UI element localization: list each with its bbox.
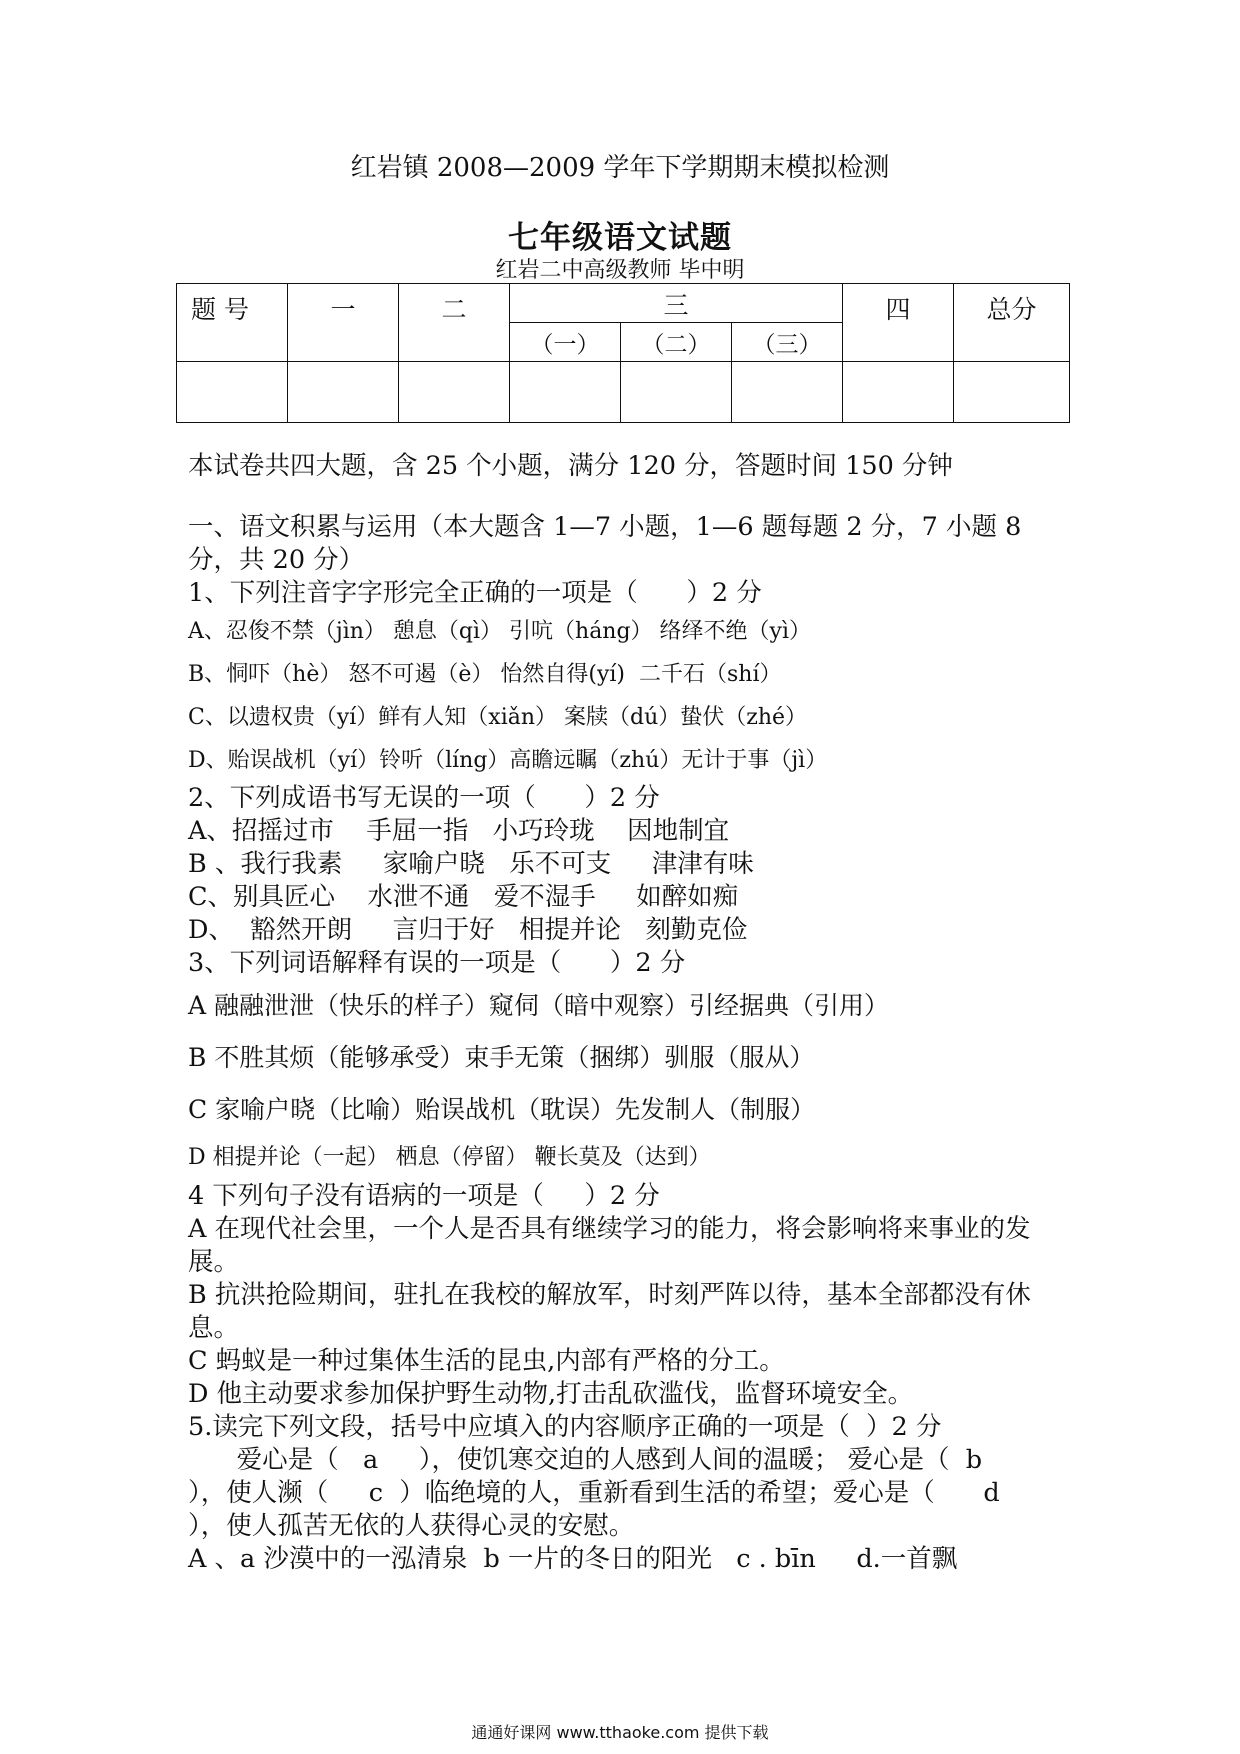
score-total: 总分 xyxy=(954,284,1070,362)
q3-option-c: C 家喻户晓（比喻）贻误战机（耽误）先发制人（制服） xyxy=(188,1095,816,1124)
score-col-3: 三 xyxy=(510,284,843,323)
q1-stem: 1、下列注音字字形完全正确的一项是（ ）2 分 xyxy=(188,578,762,608)
q2-option-b: B 、我行我素 家喻户晓 乐不可支 津津有味 xyxy=(188,849,754,879)
q1-option-d: D、贻误战机（yí）铃听（líng）高瞻远瞩（zhú）无计于事（jì） xyxy=(188,748,828,773)
author-line: 红岩二中高级教师 毕中明 xyxy=(495,258,745,283)
score-col-2: 二 xyxy=(399,284,510,362)
score-sub-3: （三） xyxy=(732,323,843,362)
page-title: 七年级语文试题 xyxy=(508,220,732,256)
page-footer: 通通好课网 www.tthaoke.com 提供下载 xyxy=(471,1723,769,1742)
q1-option-a: A、忍俊不禁（jìn） 憩息（qì） 引吭（háng） 络绎不绝（yì） xyxy=(188,619,812,644)
q3-option-a: A 融融泄泄（快乐的样子）窥伺（暗中观察）引经据典（引用） xyxy=(188,991,890,1020)
score-cell-total xyxy=(954,362,1070,423)
score-cell-label xyxy=(177,362,288,423)
q1-option-c: C、以遗权贵（yí）鲜有人知（xiǎn） 案牍（dú）蛰伏（zhé） xyxy=(188,705,808,730)
score-col-4: 四 xyxy=(843,284,954,362)
q1-option-b: B、恫吓（hè） 怒不可遏（è） 怡然自得(yí) 二千石（shí） xyxy=(188,662,782,687)
q3-stem: 3、下列词语解释有误的一项是（ ）2 分 xyxy=(188,948,686,978)
score-cell-3-2 xyxy=(621,362,732,423)
exam-header: 红岩镇 2008—2009 学年下学期期末模拟检测 xyxy=(350,153,890,183)
score-cell-1 xyxy=(288,362,399,423)
exam-body xyxy=(188,450,1068,1576)
q2-option-c: C、别具匠心 水泄不通 爱不湿手 如醉如痴 xyxy=(188,882,739,912)
q2-option-a: A、招摇过市 手屈一指 小巧玲珑 因地制宜 xyxy=(188,816,730,846)
exam-intro: 本试卷共四大题，含 25 个小题，满分 120 分，答题时间 150 分钟 xyxy=(188,451,953,481)
q2-stem: 2、下列成语书写无误的一项（ ）2 分 xyxy=(188,783,660,813)
score-table-label: 题 号 xyxy=(177,284,288,362)
q5-option-a: A 、a 沙漠中的一泓清泉 b 一片的冬日的阳光 c . bīn d.一首飘 xyxy=(188,1544,958,1574)
q2-option-d: D、 豁然开朗 言归于好 相提并论 刻勤克俭 xyxy=(188,915,748,945)
q4-option-d: D 他主动要求参加保护野生动物,打击乱砍滥伐，监督环境安全。 xyxy=(188,1379,914,1409)
score-cell-4 xyxy=(843,362,954,423)
q5-stem: 5.读完下列文段，括号中应填入的内容顺序正确的一项是（ ）2 分 xyxy=(188,1412,942,1442)
section-1-heading: 一、语文积累与运用（本大题含 1—7 小题，1—6 题每题 2 分，7 小题 8 分，共 20 分） xyxy=(188,512,1030,575)
q3-option-b: B 不胜其烦（能够承受）束手无策（捆绑）驯服（服从） xyxy=(188,1043,815,1072)
q4-option-a: A 在现代社会里，一个人是否具有继续学习的能力，将会影响将来事业的发展。 xyxy=(188,1214,1031,1277)
score-cell-2 xyxy=(399,362,510,423)
score-sub-2: （二） xyxy=(621,323,732,362)
score-table xyxy=(176,283,1070,423)
q3-option-d: D 相提并论（一起） 栖息（停留） 鞭长莫及（达到） xyxy=(188,1145,711,1170)
q4-stem: 4 下列句子没有语病的一项是（ ）2 分 xyxy=(188,1181,660,1211)
score-cell-3-3 xyxy=(732,362,843,423)
q4-option-b: B 抗洪抢险期间，驻扎在我校的解放军，时刻严阵以待，基本全部都没有休息。 xyxy=(188,1280,1031,1343)
q5-passage: 爱心是（ a ），使饥寒交迫的人感到人间的温暖； 爱心是（ b ），使人濒（ c ）临绝境的人，重新看到生活的希望；爱心是（ d ），使人孤苦无依的人获得心灵的安慰。 xyxy=(188,1445,1049,1541)
score-col-1: 一 xyxy=(288,284,399,362)
score-sub-1: （一） xyxy=(510,323,621,362)
score-cell-3-1 xyxy=(510,362,621,423)
q4-option-c: C 蚂蚁是一种过集体生活的昆虫,内部有严格的分工。 xyxy=(188,1346,785,1376)
